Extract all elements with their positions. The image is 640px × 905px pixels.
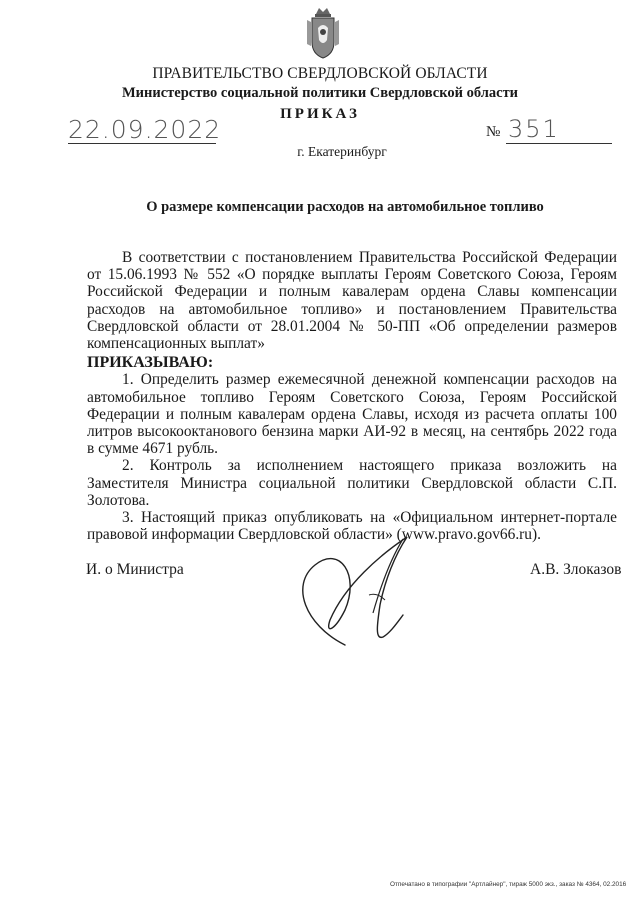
order-number: 351	[508, 115, 560, 143]
government-header: ПРАВИТЕЛЬСТВО СВЕРДЛОВСКОЙ ОБЛАСТИ	[152, 65, 488, 82]
order-item: 3. Настоящий приказ опубликовать на «Официальном интернет-портале правовой информации Свердловской области» (www.pravo.gov66.ru).	[87, 509, 617, 544]
preamble-paragraph: В соответствии с постановлением Правительства Российской Федерации от 15.06.1993 № 552 «О порядке выплаты Героям Советского Союза, Героям Российской Федерации и полным кавалерам ордена Славы компенсации расходов на автомобильное топливо» и постановлением Правительства Свердловской области от 28.01.2004 № 50-ПП «Об определении размеров компенсационных выплат»	[87, 249, 617, 353]
number-label: №	[486, 124, 501, 140]
order-word: ПРИКАЗЫВАЮ:	[87, 354, 214, 372]
handwritten-signature	[285, 525, 425, 655]
ministry-header: Министерство социальной политики Свердловской области	[121, 85, 519, 101]
coat-of-arms-emblem	[306, 6, 340, 60]
document-title: О размере компенсации расходов на автомобильное топливо	[146, 199, 544, 215]
signatory-name: А.В. Злоказов	[530, 561, 622, 578]
print-footer: Отпечатано в типографии "Артлайнер", тираж 5000 экз., заказ № 4364, 02.2016	[390, 881, 627, 888]
order-item: 1. Определить размер ежемесячной денежной компенсации расходов на автомобильное топливо Героям Советского Союза, Героям Российской Федерации и полным кавалерам ордена Славы, исходя из расчета оплаты 100 литров высокооктанового бензина марки АИ-92 в месяц, на сентябрь 2022 года в сумме 4671 рубль.	[87, 371, 617, 458]
signatory-position: И. о Министра	[86, 561, 184, 578]
document-type: ПРИКАЗ	[280, 106, 360, 122]
city: г. Екатеринбург	[297, 144, 387, 159]
order-item: 2. Контроль за исполнением настоящего приказа возложить на Заместителя Министра социальной политики Свердловской области С.П. Золотова.	[87, 457, 617, 509]
document-body	[87, 249, 617, 543]
order-date: 22.09.2022	[68, 115, 222, 144]
